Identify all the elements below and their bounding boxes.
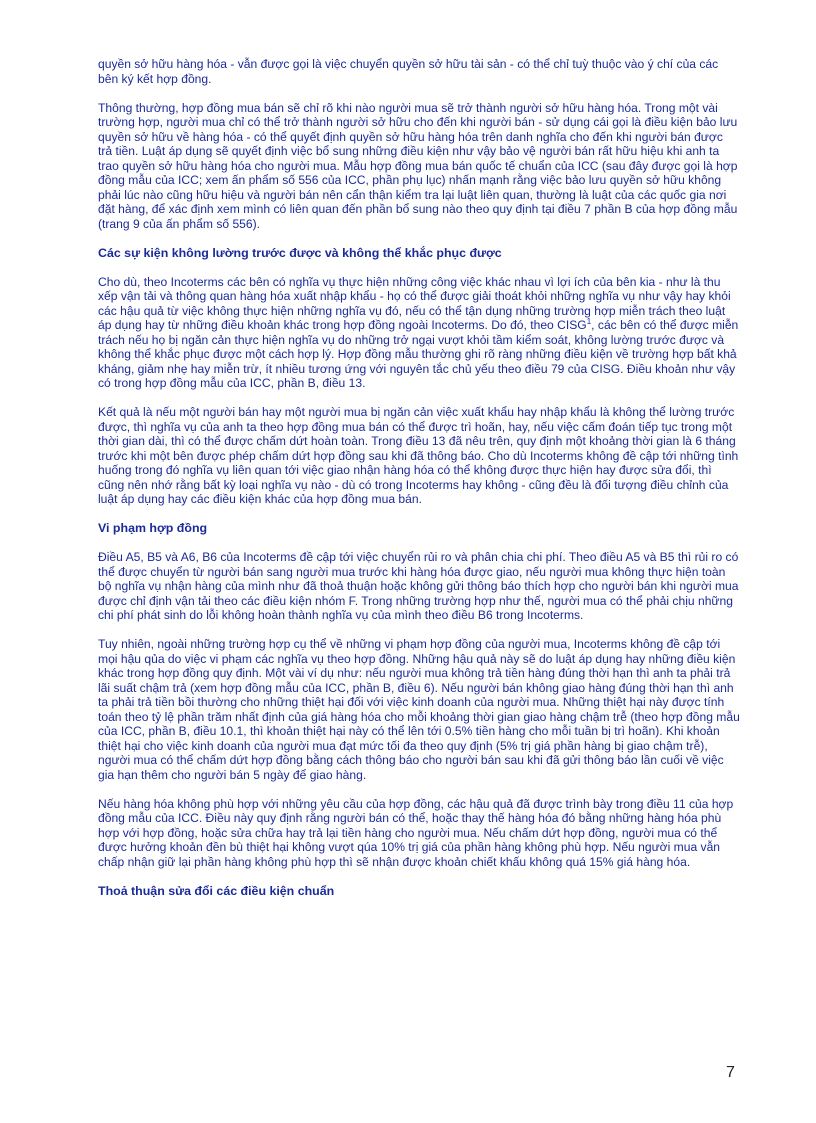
paragraph-continuation: quyền sở hữu hàng hóa - vẫn được gọi là việc chuyển quyền sở hữu tài sản - có thể chỉ tuỳ thuộc vào ý chí của các bên ký kết hợp đồng.: [98, 57, 719, 86]
paragraph-exemption-text-a: Cho dù, theo Incoterms các bên có nghĩa vụ thực hiện những công việc khác nhau vì lợi ích của bên kia - như là thu xếp vận tải và thông quan hàng hóa xuất nhập khẩu - họ có thể được giải thoát khỏi những nghĩa vụ như vậy hay khỏi các hậu quả từ việc không thực hiện những nghĩa vụ đó, nếu có thể tận dụng những trường hợp miễn trách theo luật áp dụng hay từ những điều khoản khác trong hợp đồng ngoài Incoterms. Do đó, theo CISG: [98, 274, 731, 332]
page-body: [98, 57, 740, 913]
paragraph-nonconforming-goods: Nếu hàng hóa không phù hợp với những yêu cầu của hợp đồng, các hậu quả đã được trình bày trong điều 11 của hợp đồng mẫu của ICC. Điều này quy định rằng người bán có thể, hoặc thay thế hàng hóa đó bằng những hàng hóa phù hợp với hợp đồng, hoặc sửa chữa hay trả lại tiền hàng cho người mua. Nếu chấm dứt hợp đồng, người mua có thể được hưởng khoản đền bù thiệt hại không vượt qúa 10% trị giá của phần hàng không phù hợp. Nếu người mua vẫn chấp nhận giữ lại phần hàng không phù hợp thì sẽ nhận được khoản chiết khấu không quá 15% giá hàng hóa.: [98, 796, 734, 869]
heading-amend-standard-terms: Thoả thuận sửa đổi các điều kiện chuẩn: [98, 883, 335, 898]
paragraph-breach-consequences: Tuy nhiên, ngoài những trường hợp cụ thể về những vi phạm hợp đồng của người mua, Incoterms không đề cập tới mọi hậu qủa do việc vi phạm các nghĩa vụ theo hợp đồng. Những hậu quả này sẽ do luật áp dụng hay những điều kiện khác trong hợp đồng quy định. Một vài ví dụ như: nếu người mua không trả tiền hàng đúng thời hạn thì anh ta phải trả lãi suất chậm trả (xem hợp đồng mẫu của ICC, phần B, điều 6). Nếu người bán không giao hàng đúng thời hạn thì anh ta phải trả tiền bồi thường cho những thiệt hại đối với việc kinh doanh của người mua. Những thiệt hại này được tính toán theo tỷ lệ phần trăm nhất định của giá hàng hóa cho mỗi khoảng thời gian giao hàng chậm trễ (theo hợp đồng mẫu của ICC, phần B, điều 10.1, thì khoản thiệt hại này có thể lên tới 0.5% tiền hàng cho mỗi tuần bị trì hoãn). Khi khoản thiệt hại cho việc kinh doanh của người mua đạt mức tối đa theo quy định (5% trị giá phần hàng bị giao chậm trễ), người mua có thể chấm dứt hợp đồng bằng cách thông báo cho người bán sau khi đã gửi thông báo lần cuối về việc gia hạn thêm cho người bán 5 ngày để giao hàng.: [98, 637, 740, 782]
paragraph-exemption: [98, 275, 740, 391]
paragraph-ownership: Thông thường, hợp đồng mua bán sẽ chỉ rõ khi nào người mua sẽ trở thành người sở hữu hàng hóa. Trong một vài trường hợp, người mua chỉ có thể trở thành người sở hữu cho đến khi người bán - sử dụng cái gọi là điều kiện bảo lưu quyền sở hữu về hàng hóa - có thể quyết định quyền sở hữu hàng hóa trên danh nghĩa cho đến khi người bán được trả tiền. Luật áp dụng sẽ quyết định việc bổ sung những điều kiện như vậy bảo vệ người bán rất hữu hiệu khi anh ta trao quyền sở hữu hàng hóa cho người mua. Mẫu hợp đồng mua bán quốc tế chuẩn của ICC (sau đây được gọi là hợp đồng mẫu của ICC; xem ấn phẩm số 556 của ICC, phần phụ lục) nhấn mạnh rằng việc bảo lưu quyền sở hữu không phải lúc nào cũng hữu hiệu và người bán nên cẩn thận kiểm tra lại luật liên quan, thường là luật của các quốc gia nơi đặt hàng, để xác định xem mình có liên quan đến phần bổ sung nào theo quy định tại điều 7 phần B của hợp đồng mẫu (trang 9 của ấn phẩm số 556).: [98, 100, 738, 231]
footnote-marker: 1: [586, 316, 592, 326]
paragraph-exemption-text-b: , các bên có thể được miễn trách nếu họ bị ngăn cản thực hiện nghĩa vụ do những trở ngại vượt khỏi tầm kiểm soát, không lường trước được và không thể khắc phục được một cách hợp lý. Hợp đồng mẫu thường ghi rõ ràng những điều kiện về trường hợp bất khả kháng, giảm nhẹ hay miễn trừ, ít nhiều tương ứng với nguyên tắc chủ yếu theo điều 79 của CISG. Điều khoản như vậy có trong hợp đồng mẫu của ICC, phần B, điều 13.: [98, 318, 739, 390]
paragraph-prevention: Kết quả là nếu một người bán hay một người mua bị ngăn cản việc xuất khẩu hay nhập khẩu là không thể lường trước được, thì nghĩa vụ của anh ta theo hợp đồng mua bán có thể được trì hoãn, hay, nếu việc cấm đoán tiếp tục trong một thời gian dài, thì có thể được chấm dứt hoàn toàn. Trong điều 13 đã nêu trên, quy định một khoảng thời gian là 6 tháng trước khi một bên được phép chấm dứt hợp đồng sau khi đã thông báo. Cho dù Incoterms không đề cập tới những tình huống trong đó nghĩa vụ liên quan tới việc giao nhận hàng hóa có thể không được thực hiện hay được sửa đổi, thì cũng nên nhớ rằng bất kỳ loại nghĩa vụ nào - dù có trong Incoterms hay không - cũng đều là đối tượng điều chỉnh của luật áp dụng hay các điều kiện khác của hợp đồng mua bán.: [98, 405, 739, 506]
paragraph-risk-transfer: Điều A5, B5 và A6, B6 của Incoterms đề cập tới việc chuyển rủi ro và phân chia chi phí. Theo điều A5 và B5 thì rủi ro có thể được chuyển từ người bán sang người mua trước khi hàng hóa được giao, nếu người mua không thực hiện toàn bộ nghĩa vụ nhận hàng của mình như đã thoả thuận hoặc không gửi thông báo thích hợp cho người bán khi người mua được chỉ định vận tải theo các điều kiện nhóm F. Trong những trường hợp như thế, người mua có thể phải chịu những chi phí phát sinh do lỗi không hoàn thành nghĩa vụ của mình theo điều B6 trong Incoterms.: [98, 550, 739, 622]
page-number: 7: [726, 1064, 735, 1081]
heading-breach-of-contract: Vi phạm hợp đồng: [98, 521, 208, 535]
heading-force-majeure: Các sự kiện không lường trước được và không thể khắc phục được: [98, 245, 502, 260]
